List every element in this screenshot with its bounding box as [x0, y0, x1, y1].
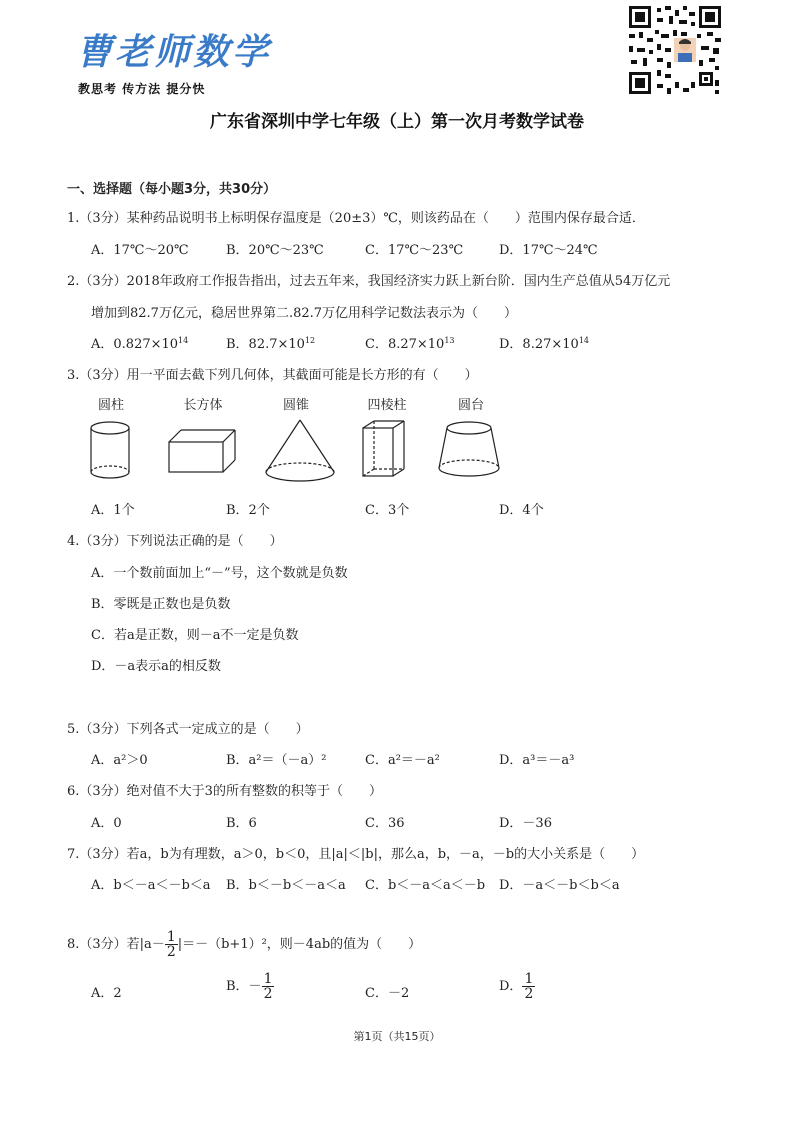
q5-option-d: D．a³＝－a³ — [499, 753, 575, 768]
q6-option-d: D．－36 — [499, 816, 552, 831]
q2-option-c: C．$8.27\times 10^{13}$ — [365, 336, 455, 352]
q3-option-a: A．1个 — [91, 503, 135, 518]
cone-figure — [266, 420, 334, 481]
fraction-one-half: $\frac{1}{2}$ — [166, 929, 176, 960]
logo: 曹老师数学 — [76, 31, 272, 73]
shape-label-cuboid: 长方体 — [183, 398, 223, 413]
section-heading: 一、选择题（每小题3分，共30分） — [67, 182, 277, 197]
slogan: 教思考 传方法 提分快 — [78, 82, 206, 96]
q1-option-c: C．17℃～23℃ — [365, 243, 464, 258]
q2-option-d: D．$8.27\times 10^{14}$ — [499, 336, 589, 352]
qr-code-icon — [627, 4, 723, 96]
q7-option-d: D．－a＜－b＜b＜a — [499, 878, 620, 893]
question-3-stem: 3.（3分）用一平面去截下列几何体，其截面可能是长方形的有（ ） — [67, 368, 478, 383]
shape-label-frustum: 圆台 — [457, 398, 484, 413]
q1-option-d: D．17℃～24℃ — [499, 243, 598, 258]
q2-option-a: A．$0.827\times 10^{14}$ — [91, 336, 189, 352]
question-2-stem-line2: 增加到82.7万亿元，稳居世界第二.82.7万亿用科学记数法表示为（ ） — [91, 306, 518, 321]
q4-option-d: D．－a表示a的相反数 — [91, 659, 221, 674]
q6-option-a: A．0 — [91, 816, 122, 831]
q3-option-d: D．4个 — [499, 503, 544, 518]
prism-figure — [363, 421, 404, 476]
q2-option-b: B．$82.7\times 10^{12}$ — [226, 336, 316, 352]
frustum-figure — [439, 422, 499, 476]
question-6-stem: 6.（3分）绝对值不大于3的所有整数的积等于（ ） — [67, 784, 382, 799]
q8-option-b: B．－ $\frac{1}{2}$ — [226, 971, 273, 1002]
q3-option-b: B．2个 — [226, 503, 270, 518]
q8-option-c: C．－2 — [365, 986, 410, 1001]
q7-option-b: B．b＜－b＜－a＜a — [226, 878, 346, 893]
question-1-stem: 1.（3分）某种药品说明书上标明保存温度是（20±3）℃，则该药品在（ ）范围内保存最合适． — [67, 211, 645, 226]
q5-option-c: C．a²＝－a² — [365, 753, 440, 768]
cylinder-figure — [91, 422, 129, 478]
question-5-stem: 5.（3分）下列各式一定成立的是（ ） — [67, 722, 309, 737]
q7-option-c: C．b＜－a＜a＜－b — [365, 878, 486, 893]
q6-option-c: C．36 — [365, 816, 405, 831]
question-8-stem: 8.（3分）若|a－ $\frac{1}{2}$ |＝－（b+1）²，则－4ab的值为（ ） — [67, 929, 422, 960]
q8-option-d: D． $\frac{1}{2}$ — [499, 971, 534, 1002]
page-title: 广东省深圳中学七年级（上）第一次月考数学试卷 — [210, 112, 584, 132]
shape-label-cylinder: 圆柱 — [97, 398, 124, 413]
question-2-stem-line1: 2.（3分）2018年政府工作报告指出，过去五年来，我国经济实力跃上新台阶．国内生产总值从54万亿元 — [67, 274, 671, 289]
q4-option-a: A．一个数前面加上“－”号，这个数就是负数 — [91, 566, 348, 581]
shape-label-cone: 圆锥 — [282, 398, 309, 413]
page-footer: 第1页（共15页） — [353, 1030, 441, 1043]
q1-option-b: B．20℃～23℃ — [226, 243, 324, 258]
q8-option-a: A．2 — [91, 986, 122, 1001]
q1-option-a: A．17℃～20℃ — [91, 243, 189, 258]
question-7-stem: 7.（3分）若a，b为有理数，a＞0，b＜0，且|a|＜|b|，那么a，b，－a，－b的大小关系是（ ） — [67, 847, 645, 862]
q5-option-b: B．a²＝（－a）² — [226, 753, 327, 768]
q4-option-c: C．若a是正数，则－a不一定是负数 — [91, 628, 299, 643]
q6-option-b: B．6 — [226, 816, 257, 831]
shape-label-prism: 四棱柱 — [367, 398, 407, 413]
q7-option-a: A．b＜－a＜－b＜a — [91, 878, 211, 893]
question-4-stem: 4.（3分）下列说法正确的是（ ） — [67, 534, 283, 549]
cuboid-figure — [169, 430, 235, 472]
q4-option-b: B．零既是正数也是负数 — [91, 597, 231, 612]
geometry-figures — [80, 418, 520, 488]
q3-option-c: C．3个 — [365, 503, 410, 518]
q5-option-a: A．a²＞0 — [91, 753, 148, 768]
